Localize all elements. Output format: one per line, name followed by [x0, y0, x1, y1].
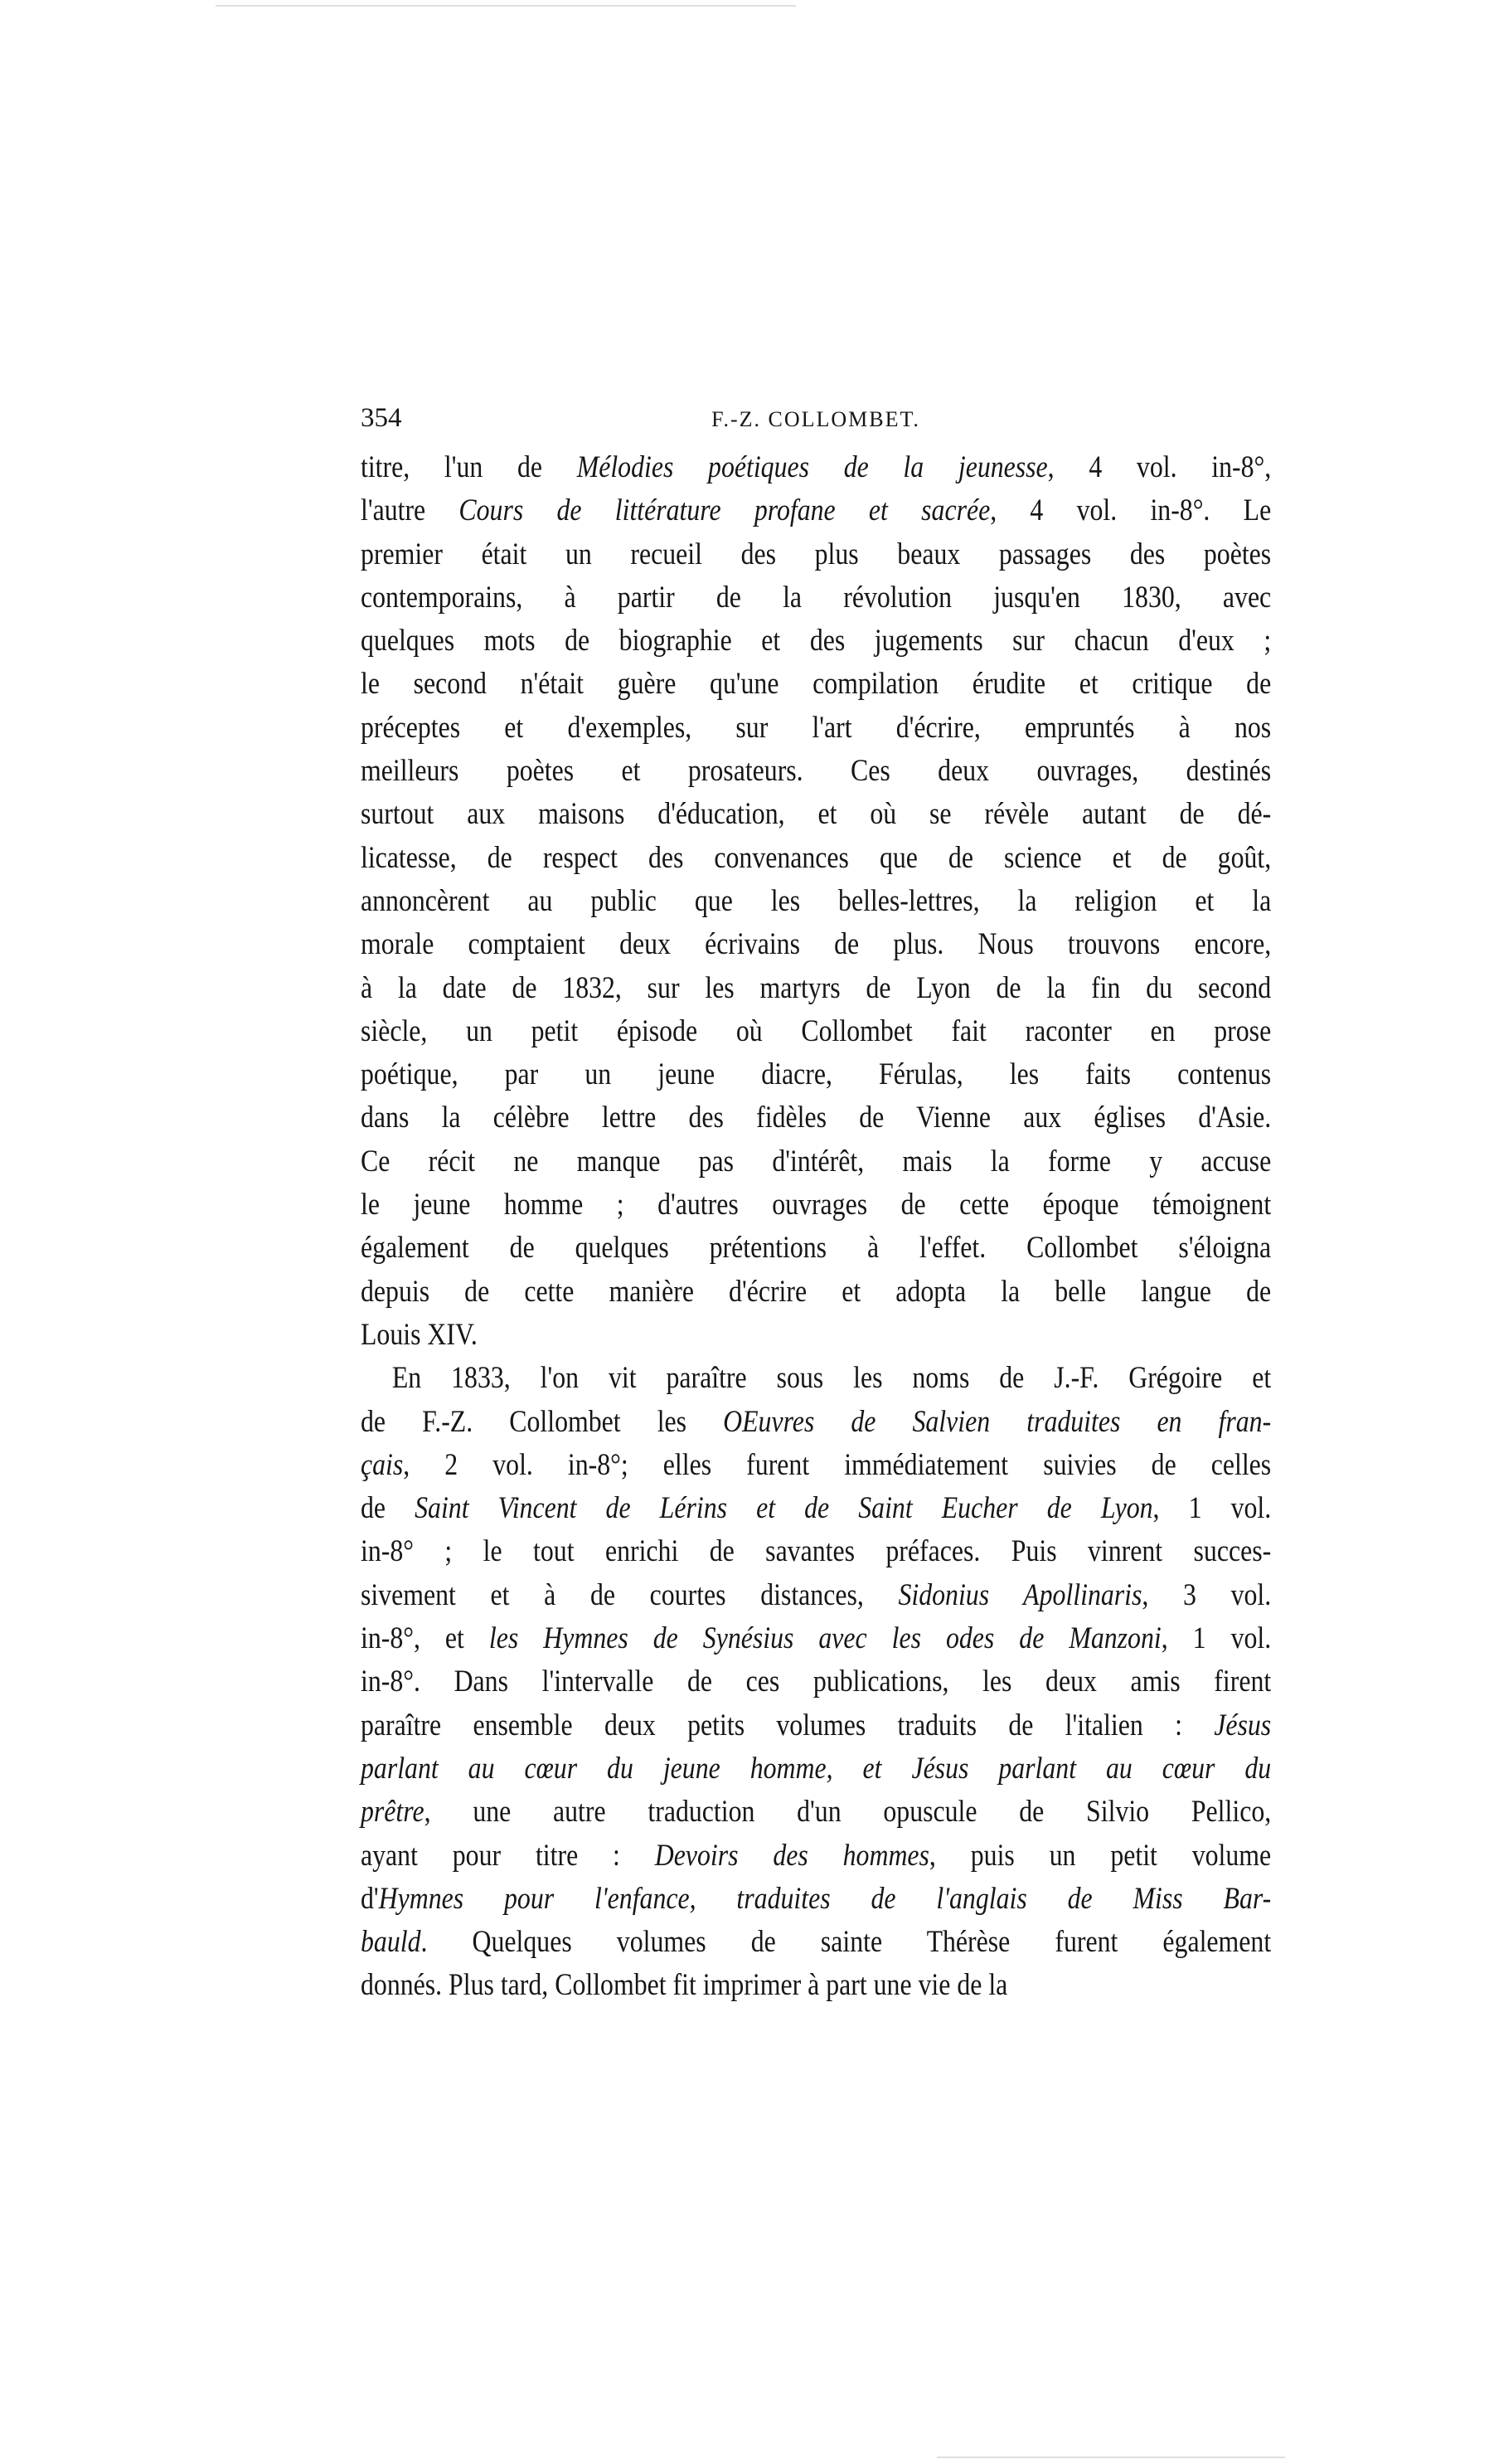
text-line: [361, 1314, 1271, 1357]
text-run: de F.-Z. Collombet les: [361, 1404, 724, 1439]
text-line: [361, 880, 1271, 923]
italic-title: çais: [361, 1447, 404, 1482]
text-run: à la date de 1832, sur les martyrs de Lyon de la fin du second: [361, 970, 1272, 1005]
text-line: [361, 1660, 1271, 1703]
text-line: [361, 750, 1271, 793]
text-line: [361, 576, 1271, 620]
text-run: licatesse, de respect des convenances que de science et de goût,: [361, 840, 1272, 875]
text-run: dans la célèbre lettre des fidèles de Vienne aux églises d'Asie.: [361, 1101, 1272, 1135]
text-line: [361, 446, 1271, 489]
text-run: surtout aux maisons d'éducation, et où se révèle autant de dé-: [361, 797, 1272, 832]
text-run: in-8°, et: [361, 1621, 489, 1656]
text-line: [361, 533, 1271, 576]
text-run: , 4 vol. in-8°. Le: [990, 493, 1272, 528]
italic-title: parlant au cœur du jeune homme, et Jésus parlant au cœur du: [361, 1751, 1272, 1786]
text-line: [361, 923, 1271, 966]
text-run: , 3 vol.: [1142, 1577, 1272, 1612]
text-run: contemporains, à partir de la révolution jusqu'en 1830, avec: [361, 580, 1272, 615]
text-line: [361, 620, 1271, 663]
text-run: , puis un petit volume: [929, 1838, 1272, 1873]
italic-title: Devoirs des hommes: [654, 1838, 929, 1873]
text-run: siècle, un petit épisode où Collombet fait raconter en prose: [361, 1013, 1272, 1048]
text-run: , 1 vol.: [1161, 1621, 1272, 1656]
text-run: quelques mots de biographie et des jugements sur chacun d'eux ;: [361, 624, 1272, 659]
text-line: [361, 1530, 1271, 1573]
text-run: , 2 vol. in-8°; elles furent immédiatement suivies de celles: [403, 1447, 1272, 1482]
text-line: [361, 1747, 1271, 1791]
italic-title: Saint Vincent de Lérins et de Saint Eucher de Lyon: [415, 1491, 1153, 1526]
text-run: sivement et à de courtes distances,: [361, 1577, 899, 1612]
text-run: En 1833, l'on vit paraître sous les noms de J.-F. Grégoire et: [391, 1361, 1272, 1396]
text-line: [361, 1704, 1271, 1747]
text-run: paraître ensemble deux petits volumes traduits de l'italien :: [361, 1708, 1215, 1742]
running-title: F.-Z. COLLOMBET.: [711, 407, 920, 431]
book-page: [361, 400, 1271, 2008]
body-text: [361, 446, 1271, 2008]
text-run: ayant pour titre :: [361, 1838, 655, 1873]
text-line: [361, 1401, 1271, 1444]
italic-title: bauld: [361, 1925, 421, 1960]
text-run: premier était un recueil des plus beaux passages des poètes: [361, 537, 1272, 571]
italic-title: Jésus: [1214, 1708, 1272, 1742]
text-line: [361, 1791, 1271, 1834]
text-run: Ce récit ne manque pas d'intérêt, mais la forme y accuse: [361, 1144, 1272, 1179]
text-line: [361, 1183, 1271, 1227]
text-run: Louis XIV.: [361, 1317, 478, 1352]
text-line: [361, 1271, 1271, 1314]
text-run: préceptes et d'exemples, sur l'art d'écrire, empruntés à nos: [361, 710, 1272, 745]
italic-title: Hymnes pour l'enfance, traduites de l'anglais de Miss Bar-: [378, 1881, 1272, 1916]
text-run: le second n'était guère qu'une compilation érudite et critique de: [361, 667, 1272, 702]
text-run: annoncèrent au public que les belles-lettres, la religion et la: [361, 883, 1272, 918]
text-run: . Quelques volumes de sainte Thérèse furent également: [420, 1925, 1272, 1960]
scan-artifact: [937, 2457, 1285, 2458]
text-line: [361, 663, 1271, 706]
text-line: [361, 1010, 1271, 1053]
text-run: in-8° ; le tout enrichi de savantes préfaces. Puis vinrent succes-: [361, 1534, 1272, 1569]
text-run: poétique, par un jeune diacre, Férulas, les faits contenus: [361, 1057, 1272, 1092]
italic-title: Mélodies poétiques de la jeunesse: [576, 450, 1048, 484]
text-run: in-8°. Dans l'intervalle de ces publications, les deux amis firent: [361, 1665, 1272, 1699]
text-run: titre, l'un de: [361, 450, 577, 484]
text-line: [361, 1357, 1271, 1400]
text-line: [361, 1096, 1271, 1140]
text-run: également de quelques prétentions à l'effet. Collombet s'éloigna: [361, 1231, 1272, 1266]
text-line: [361, 489, 1271, 532]
text-run: meilleurs poètes et prosateurs. Ces deux ouvrages, destinés: [361, 754, 1272, 789]
text-run: de: [361, 1491, 415, 1526]
text-line: [361, 1140, 1271, 1183]
text-line: [361, 1574, 1271, 1617]
text-line: [361, 1921, 1271, 1964]
text-run: l'autre: [361, 493, 459, 528]
text-run: , une autre traduction d'un opuscule de Silvio Pellico,: [424, 1795, 1272, 1830]
italic-title: prêtre: [361, 1795, 424, 1830]
italic-title: Sidonius Apollinaris: [898, 1577, 1142, 1612]
text-run: donnés. Plus tard, Collombet fit imprimer à part une vie de la: [361, 1968, 1008, 2003]
text-line: [361, 837, 1271, 880]
text-line: [361, 1878, 1271, 1921]
italic-title: Cours de littérature profane et sacrée: [458, 493, 991, 528]
page-number: 354: [361, 403, 402, 433]
text-line: [361, 707, 1271, 750]
italic-title: OEuvres de Salvien traduites en fran-: [723, 1404, 1272, 1439]
scan-artifact: [216, 5, 796, 7]
running-head: [361, 400, 1271, 436]
text-line: [361, 1617, 1271, 1660]
text-run: , 1 vol.: [1152, 1491, 1272, 1526]
text-line: [361, 1444, 1271, 1487]
text-line: [361, 1835, 1271, 1878]
text-run: d': [361, 1881, 379, 1916]
text-line: [361, 967, 1271, 1010]
text-run: depuis de cette manière d'écrire et adopta la belle langue de: [361, 1274, 1272, 1309]
text-line: [361, 1053, 1271, 1096]
text-line: [361, 1487, 1271, 1530]
text-run: morale comptaient deux écrivains de plus. Nous trouvons encore,: [361, 927, 1272, 962]
text-run: le jeune homme ; d'autres ouvrages de cette époque témoignent: [361, 1188, 1272, 1222]
text-run: , 4 vol. in-8°,: [1047, 450, 1272, 484]
text-line: [361, 1964, 1271, 2007]
text-line: [361, 793, 1271, 836]
italic-title: les Hymnes de Synésius avec les odes de Manzoni: [488, 1621, 1162, 1656]
text-line: [361, 1227, 1271, 1270]
